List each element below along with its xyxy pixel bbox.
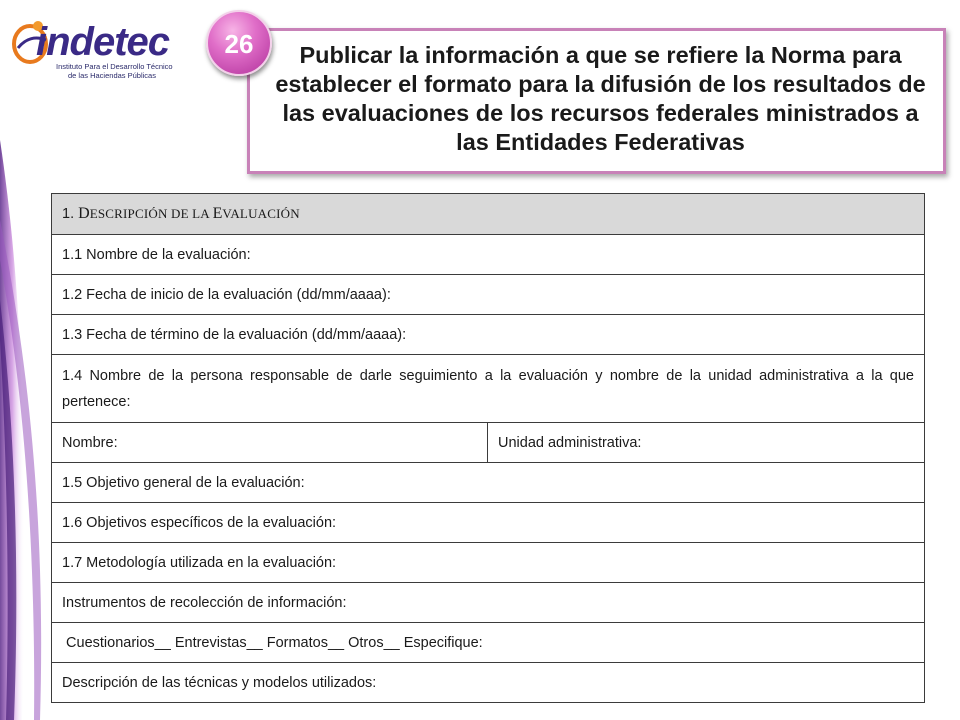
- instrumentos-field[interactable]: Instrumentos de recolección de información:: [52, 583, 925, 623]
- table-row: [52, 623, 925, 663]
- objetivo-general-field[interactable]: 1.5 Objetivo general de la evaluación:: [52, 463, 925, 503]
- logo-subtitle-line1: Instituto Para el Desarrollo Técnico: [56, 62, 173, 71]
- table-row: [52, 543, 925, 583]
- table-row: [52, 275, 925, 315]
- instrumentos-opciones-field[interactable]: Cuestionarios__ Entrevistas__ Formatos__ Otros__ Especifique:: [52, 623, 925, 663]
- section-title-cap-e: E: [212, 205, 223, 222]
- table-row: [52, 315, 925, 355]
- table-row: [52, 423, 925, 463]
- unidad-administrativa-field[interactable]: Unidad administrativa:: [488, 423, 925, 463]
- logo-subtitle-line2: de las Haciendas Públicas: [68, 71, 156, 80]
- responsable-field[interactable]: 1.4 Nombre de la persona responsable de darle seguimiento a la evaluación y nombre de la unidad administrativa a la que pertenece:: [52, 355, 925, 423]
- slide-number-badge: [206, 10, 272, 76]
- descripcion-tecnicas-field[interactable]: Descripción de las técnicas y modelos utilizados:: [52, 663, 925, 703]
- nombre-evaluacion-field[interactable]: 1.1 Nombre de la evaluación:: [52, 235, 925, 275]
- logo-brand-text: indetec: [36, 20, 170, 64]
- table-row: [52, 235, 925, 275]
- section-title-part1: ESCRIPCIÓN DE LA: [89, 206, 213, 221]
- section-number: 1.: [62, 206, 79, 222]
- table-row: [52, 463, 925, 503]
- section-title-cap-d: D: [78, 205, 90, 222]
- metodologia-field[interactable]: 1.7 Metodología utilizada en la evaluación:: [52, 543, 925, 583]
- slide-number: 26: [224, 29, 254, 59]
- fecha-inicio-field[interactable]: 1.2 Fecha de inicio de la evaluación (dd/mm/aaaa):: [52, 275, 925, 315]
- title-box: [247, 28, 946, 174]
- table-row: [52, 663, 925, 703]
- objetivos-especificos-field[interactable]: 1.6 Objetivos específicos de la evaluación:: [52, 503, 925, 543]
- page-title: Publicar la información a que se refiere la Norma para establecer el formato para la difusión de los resultados de las evaluaciones de los recursos federales ministrados a las Entidades Federativas: [275, 42, 926, 155]
- table-row: [52, 583, 925, 623]
- table-header-row: [52, 194, 925, 235]
- table-row: [52, 503, 925, 543]
- indetec-logo: [10, 10, 190, 80]
- fecha-termino-field[interactable]: 1.3 Fecha de término de la evaluación (dd/mm/aaaa):: [52, 315, 925, 355]
- nombre-field[interactable]: Nombre:: [52, 423, 488, 463]
- table-row: [52, 355, 925, 423]
- evaluation-form-table: [51, 193, 925, 703]
- section-header: [52, 194, 925, 235]
- section-title-part2: VALUACIÓN: [222, 206, 300, 221]
